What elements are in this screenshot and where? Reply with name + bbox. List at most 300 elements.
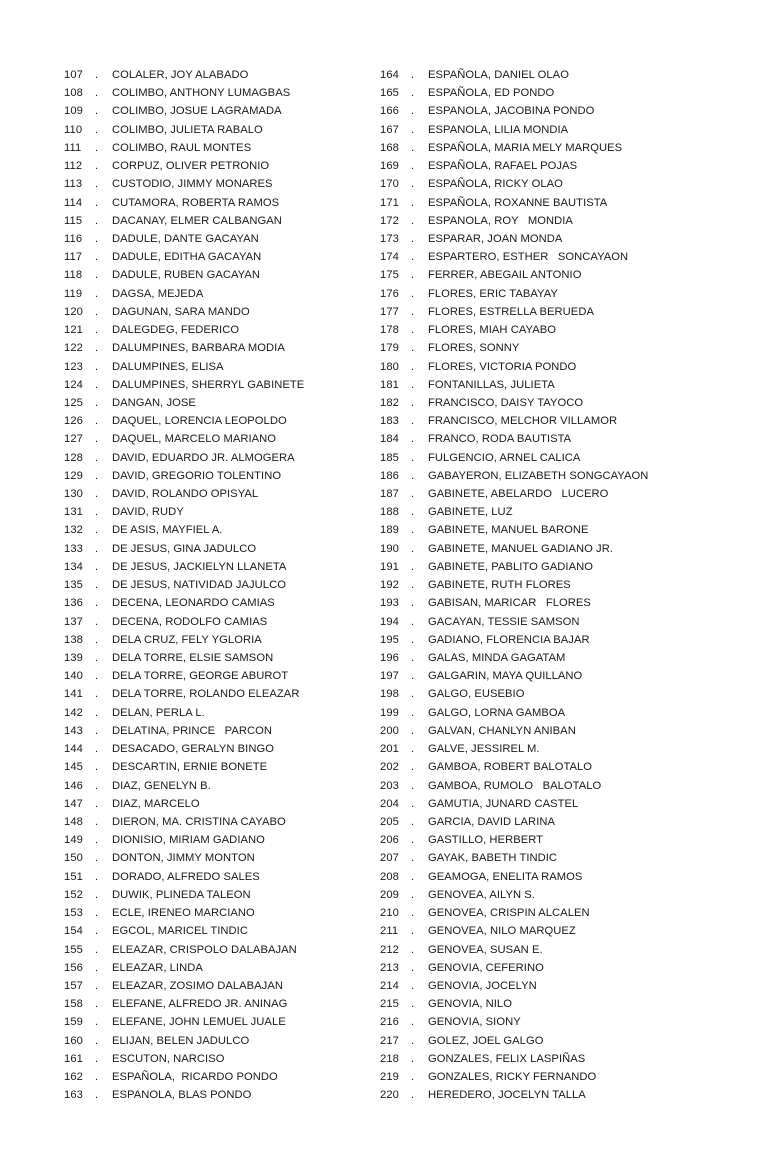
list-item bbox=[380, 704, 750, 722]
entry-number: 200 bbox=[380, 724, 399, 737]
entry-separator: . bbox=[411, 1016, 415, 1029]
list-item bbox=[380, 540, 750, 558]
entry-number: 127 bbox=[64, 433, 83, 446]
list-item bbox=[64, 740, 380, 758]
entry-separator: . bbox=[95, 269, 99, 282]
left-column bbox=[0, 66, 380, 1104]
entry-separator: . bbox=[95, 542, 99, 555]
entry-number: 167 bbox=[380, 123, 399, 136]
entry-name: DE JESUS, JACKIELYN LLANETA bbox=[112, 560, 287, 573]
entry-number: 209 bbox=[380, 888, 399, 901]
list-item bbox=[64, 1086, 380, 1104]
entry-separator: . bbox=[95, 506, 99, 519]
two-column-list bbox=[0, 66, 768, 1104]
entry-separator: . bbox=[95, 287, 99, 300]
list-item bbox=[64, 303, 380, 321]
entry-number: 154 bbox=[64, 925, 83, 938]
entry-name: ESPANOLA, LILIA MONDIA bbox=[428, 123, 569, 136]
entry-number: 148 bbox=[64, 815, 83, 828]
entry-separator: . bbox=[95, 415, 99, 428]
entry-number: 112 bbox=[64, 160, 83, 173]
entry-name: FLORES, SONNY bbox=[428, 342, 520, 355]
entry-name: DALEGDEG, FEDERICO bbox=[112, 324, 240, 337]
entry-number: 179 bbox=[380, 342, 399, 355]
list-item bbox=[380, 467, 750, 485]
entry-name: DANGAN, JOSE bbox=[112, 396, 196, 409]
entry-separator: . bbox=[95, 907, 99, 920]
entry-separator: . bbox=[411, 1071, 415, 1084]
entry-number: 153 bbox=[64, 907, 83, 920]
list-item bbox=[380, 503, 750, 521]
entry-separator: . bbox=[95, 797, 99, 810]
entry-name: GALVE, JESSIREL M. bbox=[428, 743, 540, 756]
list-item bbox=[380, 685, 750, 703]
list-item bbox=[380, 1013, 750, 1031]
list-item bbox=[64, 121, 380, 139]
entry-name: ESPAÑOLA, RICKY OLAO bbox=[428, 178, 563, 191]
entry-name: GABINETE, PABLITO GADIANO bbox=[428, 560, 593, 573]
entry-separator: . bbox=[411, 597, 415, 610]
entry-number: 175 bbox=[380, 269, 399, 282]
entry-number: 128 bbox=[64, 451, 83, 464]
list-item bbox=[380, 576, 750, 594]
entry-separator: . bbox=[95, 579, 99, 592]
entry-separator: . bbox=[411, 852, 415, 865]
entry-name: DADULE, RUBEN GACAYAN bbox=[112, 269, 260, 282]
list-item bbox=[64, 613, 380, 631]
entry-name: FLORES, ERIC TABAYAY bbox=[428, 287, 558, 300]
entry-number: 126 bbox=[64, 415, 83, 428]
list-item bbox=[380, 886, 750, 904]
entry-separator: . bbox=[95, 141, 99, 154]
entry-name: CUSTODIO, JIMMY MONARES bbox=[112, 178, 273, 191]
entry-separator: . bbox=[411, 123, 415, 136]
entry-number: 113 bbox=[64, 178, 83, 191]
entry-number: 132 bbox=[64, 524, 83, 537]
entry-separator: . bbox=[411, 415, 415, 428]
entry-number: 144 bbox=[64, 743, 83, 756]
entry-name: DUWIK, PLINEDA TALEON bbox=[112, 888, 251, 901]
entry-name: GABINETE, RUTH FLORES bbox=[428, 579, 571, 592]
entry-separator: . bbox=[95, 633, 99, 646]
entry-separator: . bbox=[95, 852, 99, 865]
entry-name: EGCOL, MARICEL TINDIC bbox=[112, 925, 248, 938]
entry-separator: . bbox=[95, 743, 99, 756]
list-item bbox=[380, 485, 750, 503]
entry-separator: . bbox=[411, 1034, 415, 1047]
entry-separator: . bbox=[95, 870, 99, 883]
entry-name: DIAZ, MARCELO bbox=[112, 797, 200, 810]
entry-separator: . bbox=[95, 469, 99, 482]
entry-number: 220 bbox=[380, 1089, 399, 1102]
entry-name: ESPAÑOLA, ROXANNE BAUTISTA bbox=[428, 196, 608, 209]
list-item bbox=[64, 904, 380, 922]
list-item bbox=[64, 1032, 380, 1050]
list-item bbox=[64, 540, 380, 558]
entry-number: 164 bbox=[380, 69, 399, 81]
entry-name: GENOVIA, SIONY bbox=[428, 1016, 521, 1029]
entry-name: GENOVEA, AILYN S. bbox=[428, 888, 535, 901]
entry-separator: . bbox=[411, 269, 415, 282]
list-item bbox=[64, 576, 380, 594]
entry-name: DORADO, ALFREDO SALES bbox=[112, 870, 260, 883]
entry-name: DADULE, EDITHA GACAYAN bbox=[112, 251, 262, 264]
entry-name: ELEAZAR, LINDA bbox=[112, 961, 203, 974]
entry-name: DADULE, DANTE GACAYAN bbox=[112, 232, 259, 245]
list-item bbox=[380, 230, 750, 248]
entry-name: DAVID, GREGORIO TOLENTINO bbox=[112, 469, 282, 482]
entry-name: ESPANOLA, BLAS PONDO bbox=[112, 1089, 252, 1102]
entry-number: 163 bbox=[64, 1089, 83, 1102]
entry-separator: . bbox=[411, 888, 415, 901]
entry-name: DAQUEL, LORENCIA LEOPOLDO bbox=[112, 415, 287, 428]
entry-separator: . bbox=[95, 1034, 99, 1047]
list-item bbox=[64, 995, 380, 1013]
list-item bbox=[380, 121, 750, 139]
entry-name: ESCUTON, NARCISO bbox=[112, 1052, 225, 1065]
entry-number: 133 bbox=[64, 542, 83, 555]
list-item bbox=[380, 740, 750, 758]
entry-separator: . bbox=[95, 761, 99, 774]
list-item bbox=[64, 285, 380, 303]
entry-separator: . bbox=[95, 688, 99, 701]
entry-separator: . bbox=[411, 469, 415, 482]
entry-name: CORPUZ, OLIVER PETRONIO bbox=[112, 160, 270, 173]
entry-number: 216 bbox=[380, 1016, 399, 1029]
entry-separator: . bbox=[95, 324, 99, 337]
entry-separator: . bbox=[95, 1016, 99, 1029]
entry-name: GALVAN, CHANLYN ANIBAN bbox=[428, 724, 576, 737]
entry-number: 183 bbox=[380, 415, 399, 428]
entry-separator: . bbox=[95, 834, 99, 847]
entry-name: DIERON, MA. CRISTINA CAYABO bbox=[112, 815, 286, 828]
list-item bbox=[64, 66, 380, 84]
entry-name: ESPAÑOLA, RAFAEL POJAS bbox=[428, 160, 578, 173]
list-item bbox=[64, 230, 380, 248]
entry-number: 170 bbox=[380, 178, 399, 191]
list-item bbox=[64, 102, 380, 120]
entry-name: GENOVIA, CEFERINO bbox=[428, 961, 544, 974]
entry-number: 142 bbox=[64, 706, 83, 719]
entry-separator: . bbox=[95, 178, 99, 191]
entry-separator: . bbox=[95, 615, 99, 628]
entry-name: ELEFANE, ALFREDO JR. ANINAG bbox=[112, 998, 288, 1011]
entry-name: ESPAÑOLA, DANIEL OLAO bbox=[428, 69, 569, 81]
entry-number: 211 bbox=[380, 925, 399, 938]
list-item bbox=[380, 248, 750, 266]
entry-name: HEREDERO, JOCELYN TALLA bbox=[428, 1089, 586, 1102]
entry-separator: . bbox=[95, 597, 99, 610]
list-item bbox=[64, 758, 380, 776]
entry-separator: . bbox=[411, 232, 415, 245]
entry-separator: . bbox=[95, 652, 99, 664]
list-item bbox=[64, 813, 380, 831]
entry-name: GABAYERON, ELIZABETH SONGCAYAON bbox=[428, 469, 649, 482]
list-item bbox=[380, 1050, 750, 1068]
entry-number: 212 bbox=[380, 943, 399, 956]
entry-separator: . bbox=[411, 579, 415, 592]
entry-number: 135 bbox=[64, 579, 83, 592]
entry-name: GENOVEA, CRISPIN ALCALEN bbox=[428, 907, 590, 920]
entry-name: ESPAÑOLA, ED PONDO bbox=[428, 87, 555, 100]
entry-separator: . bbox=[411, 378, 415, 391]
entry-number: 117 bbox=[64, 251, 83, 264]
entry-number: 156 bbox=[64, 961, 83, 974]
entry-separator: . bbox=[411, 1089, 415, 1102]
entry-number: 121 bbox=[64, 324, 83, 337]
entry-name: CUTAMORA, ROBERTA RAMOS bbox=[112, 196, 280, 209]
list-item bbox=[380, 594, 750, 612]
entry-name: ESPANOLA, JACOBINA PONDO bbox=[428, 105, 595, 118]
entry-number: 169 bbox=[380, 160, 399, 173]
entry-separator: . bbox=[411, 907, 415, 920]
entry-number: 176 bbox=[380, 287, 399, 300]
entry-number: 173 bbox=[380, 232, 399, 245]
entry-separator: . bbox=[411, 178, 415, 191]
list-item bbox=[380, 795, 750, 813]
list-item bbox=[380, 266, 750, 284]
entry-name: COLALER, JOY ALABADO bbox=[112, 69, 249, 81]
entry-name: DESACADO, GERALYN BINGO bbox=[112, 743, 274, 756]
entry-name: GEAMOGA, ENELITA RAMOS bbox=[428, 870, 583, 883]
entry-separator: . bbox=[411, 724, 415, 737]
entry-number: 219 bbox=[380, 1071, 399, 1084]
list-item bbox=[64, 194, 380, 212]
list-item bbox=[380, 995, 750, 1013]
entry-separator: . bbox=[411, 870, 415, 883]
list-item bbox=[380, 1068, 750, 1086]
list-item bbox=[380, 212, 750, 230]
list-item bbox=[64, 266, 380, 284]
list-item bbox=[64, 667, 380, 685]
list-item bbox=[64, 212, 380, 230]
entry-name: DELA TORRE, ROLANDO ELEAZAR bbox=[112, 688, 300, 701]
entry-separator: . bbox=[411, 506, 415, 519]
entry-name: GENOVEA, SUSAN E. bbox=[428, 943, 543, 956]
entry-separator: . bbox=[95, 378, 99, 391]
list-item bbox=[64, 922, 380, 940]
entry-number: 214 bbox=[380, 979, 399, 992]
entry-number: 129 bbox=[64, 469, 83, 482]
entry-number: 171 bbox=[380, 196, 399, 209]
list-item bbox=[380, 558, 750, 576]
entry-name: DECENA, LEONARDO CAMIAS bbox=[112, 597, 275, 610]
list-item bbox=[380, 1032, 750, 1050]
list-item bbox=[380, 649, 750, 667]
entry-name: DAVID, RUDY bbox=[112, 506, 184, 519]
entry-number: 202 bbox=[380, 761, 399, 774]
entry-separator: . bbox=[411, 761, 415, 774]
entry-name: ESPAÑOLA, RICARDO PONDO bbox=[112, 1071, 278, 1084]
entry-separator: . bbox=[95, 87, 99, 100]
list-item bbox=[380, 777, 750, 795]
entry-name: FONTANILLAS, JULIETA bbox=[428, 378, 555, 391]
entry-number: 123 bbox=[64, 360, 83, 373]
entry-separator: . bbox=[95, 1052, 99, 1065]
list-item bbox=[64, 849, 380, 867]
entry-name: DAQUEL, MARCELO MARIANO bbox=[112, 433, 277, 446]
entry-separator: . bbox=[411, 560, 415, 573]
list-item bbox=[64, 84, 380, 102]
entry-name: DAVID, EDUARDO JR. ALMOGERA bbox=[112, 451, 295, 464]
list-item bbox=[64, 649, 380, 667]
list-item bbox=[64, 886, 380, 904]
entry-number: 155 bbox=[64, 943, 83, 956]
entry-name: GALGO, EUSEBIO bbox=[428, 688, 525, 701]
entry-number: 203 bbox=[380, 779, 399, 792]
entry-name: DAGSA, MEJEDA bbox=[112, 287, 204, 300]
entry-name: GENOVEA, NILO MARQUEZ bbox=[428, 925, 576, 938]
entry-number: 137 bbox=[64, 615, 83, 628]
entry-number: 185 bbox=[380, 451, 399, 464]
entry-number: 138 bbox=[64, 633, 83, 646]
entry-number: 118 bbox=[64, 269, 83, 282]
entry-separator: . bbox=[95, 925, 99, 938]
entry-separator: . bbox=[95, 979, 99, 992]
list-item bbox=[380, 977, 750, 995]
entry-name: GABISAN, MARICAR FLORES bbox=[428, 597, 591, 610]
entry-separator: . bbox=[411, 652, 415, 664]
list-item bbox=[380, 285, 750, 303]
entry-separator: . bbox=[95, 706, 99, 719]
entry-separator: . bbox=[95, 488, 99, 501]
entry-separator: . bbox=[95, 232, 99, 245]
entry-name: DAGUNAN, SARA MANDO bbox=[112, 305, 250, 318]
entry-name: FRANCISCO, MELCHOR VILLAMOR bbox=[428, 415, 618, 428]
entry-name: ELEAZAR, ZOSIMO DALABAJAN bbox=[112, 979, 283, 992]
entry-name: ESPANOLA, ROY MONDIA bbox=[428, 214, 573, 227]
list-item bbox=[64, 1068, 380, 1086]
list-item bbox=[64, 175, 380, 193]
list-item bbox=[380, 758, 750, 776]
entry-number: 143 bbox=[64, 724, 83, 737]
entry-number: 199 bbox=[380, 706, 399, 719]
entry-separator: . bbox=[411, 160, 415, 173]
list-item bbox=[380, 102, 750, 120]
list-item bbox=[64, 521, 380, 539]
entry-separator: . bbox=[411, 979, 415, 992]
entry-name: GOLEZ, JOEL GALGO bbox=[428, 1034, 544, 1047]
entry-separator: . bbox=[95, 105, 99, 118]
entry-separator: . bbox=[411, 342, 415, 355]
entry-number: 115 bbox=[64, 214, 83, 227]
list-item bbox=[380, 303, 750, 321]
list-item bbox=[380, 194, 750, 212]
entry-name: ESPAÑOLA, MARIA MELY MARQUES bbox=[428, 141, 623, 154]
entry-number: 120 bbox=[64, 305, 83, 318]
entry-name: GABINETE, MANUEL BARONE bbox=[428, 524, 589, 537]
entry-name: COLIMBO, JULIETA RABALO bbox=[112, 123, 263, 136]
entry-name: DIONISIO, MIRIAM GADIANO bbox=[112, 834, 265, 847]
entry-separator: . bbox=[411, 670, 415, 683]
entry-name: GABINETE, LUZ bbox=[428, 506, 513, 519]
entry-separator: . bbox=[411, 706, 415, 719]
entry-name: DE JESUS, NATIVIDAD JAJULCO bbox=[112, 579, 286, 592]
list-item bbox=[380, 175, 750, 193]
entry-name: GENOVIA, NILO bbox=[428, 998, 512, 1011]
entry-number: 110 bbox=[64, 123, 83, 136]
entry-name: FLORES, MIAH CAYABO bbox=[428, 324, 556, 337]
list-item bbox=[64, 449, 380, 467]
list-item bbox=[380, 722, 750, 740]
list-item bbox=[380, 631, 750, 649]
entry-separator: . bbox=[411, 834, 415, 847]
entry-separator: . bbox=[95, 961, 99, 974]
list-item bbox=[380, 412, 750, 430]
entry-number: 197 bbox=[380, 670, 399, 683]
list-item bbox=[380, 139, 750, 157]
list-item bbox=[64, 485, 380, 503]
entry-name: FRANCISCO, DAISY TAYOCO bbox=[428, 396, 584, 409]
entry-separator: . bbox=[95, 433, 99, 446]
list-item bbox=[64, 394, 380, 412]
entry-number: 207 bbox=[380, 852, 399, 865]
entry-separator: . bbox=[411, 615, 415, 628]
entry-separator: . bbox=[95, 670, 99, 683]
entry-number: 160 bbox=[64, 1034, 83, 1047]
entry-name: GAMBOA, ROBERT BALOTALO bbox=[428, 761, 593, 774]
entry-name: DELA CRUZ, FELY YGLORIA bbox=[112, 633, 262, 646]
entry-separator: . bbox=[411, 196, 415, 209]
list-item bbox=[64, 594, 380, 612]
entry-separator: . bbox=[411, 925, 415, 938]
entry-separator: . bbox=[411, 779, 415, 792]
entry-name: GAMUTIA, JUNARD CASTEL bbox=[428, 797, 579, 810]
list-item bbox=[380, 84, 750, 102]
list-item bbox=[64, 1050, 380, 1068]
entry-number: 213 bbox=[380, 961, 399, 974]
list-item bbox=[380, 941, 750, 959]
list-item bbox=[380, 831, 750, 849]
entry-name: ECLE, IRENEO MARCIANO bbox=[112, 907, 255, 920]
entry-separator: . bbox=[95, 1071, 99, 1084]
list-item bbox=[64, 358, 380, 376]
entry-number: 187 bbox=[380, 488, 399, 501]
entry-separator: . bbox=[95, 815, 99, 828]
entry-separator: . bbox=[95, 251, 99, 264]
entry-separator: . bbox=[411, 287, 415, 300]
entry-separator: . bbox=[95, 451, 99, 464]
entry-number: 109 bbox=[64, 105, 83, 118]
entry-separator: . bbox=[411, 214, 415, 227]
entry-separator: . bbox=[95, 724, 99, 737]
entry-number: 172 bbox=[380, 214, 399, 227]
entry-separator: . bbox=[411, 488, 415, 501]
entry-separator: . bbox=[411, 961, 415, 974]
entry-name: ELEAZAR, CRISPOLO DALABAJAN bbox=[112, 943, 297, 956]
entry-name: GASTILLO, HERBERT bbox=[428, 834, 544, 847]
list-item bbox=[64, 157, 380, 175]
entry-number: 193 bbox=[380, 597, 399, 610]
list-item bbox=[380, 321, 750, 339]
entry-name: DELATINA, PRINCE PARCON bbox=[112, 724, 272, 737]
entry-number: 174 bbox=[380, 251, 399, 264]
entry-number: 119 bbox=[64, 287, 83, 300]
entry-number: 157 bbox=[64, 979, 83, 992]
entry-number: 125 bbox=[64, 396, 83, 409]
entry-number: 180 bbox=[380, 360, 399, 373]
entry-separator: . bbox=[411, 815, 415, 828]
entry-number: 139 bbox=[64, 652, 83, 664]
list-item bbox=[64, 868, 380, 886]
entry-name: GADIANO, FLORENCIA BAJAR bbox=[428, 633, 590, 646]
entry-number: 150 bbox=[64, 852, 83, 865]
right-column bbox=[380, 66, 750, 1104]
list-item bbox=[64, 339, 380, 357]
entry-number: 182 bbox=[380, 396, 399, 409]
list-item bbox=[64, 412, 380, 430]
entry-separator: . bbox=[95, 160, 99, 173]
